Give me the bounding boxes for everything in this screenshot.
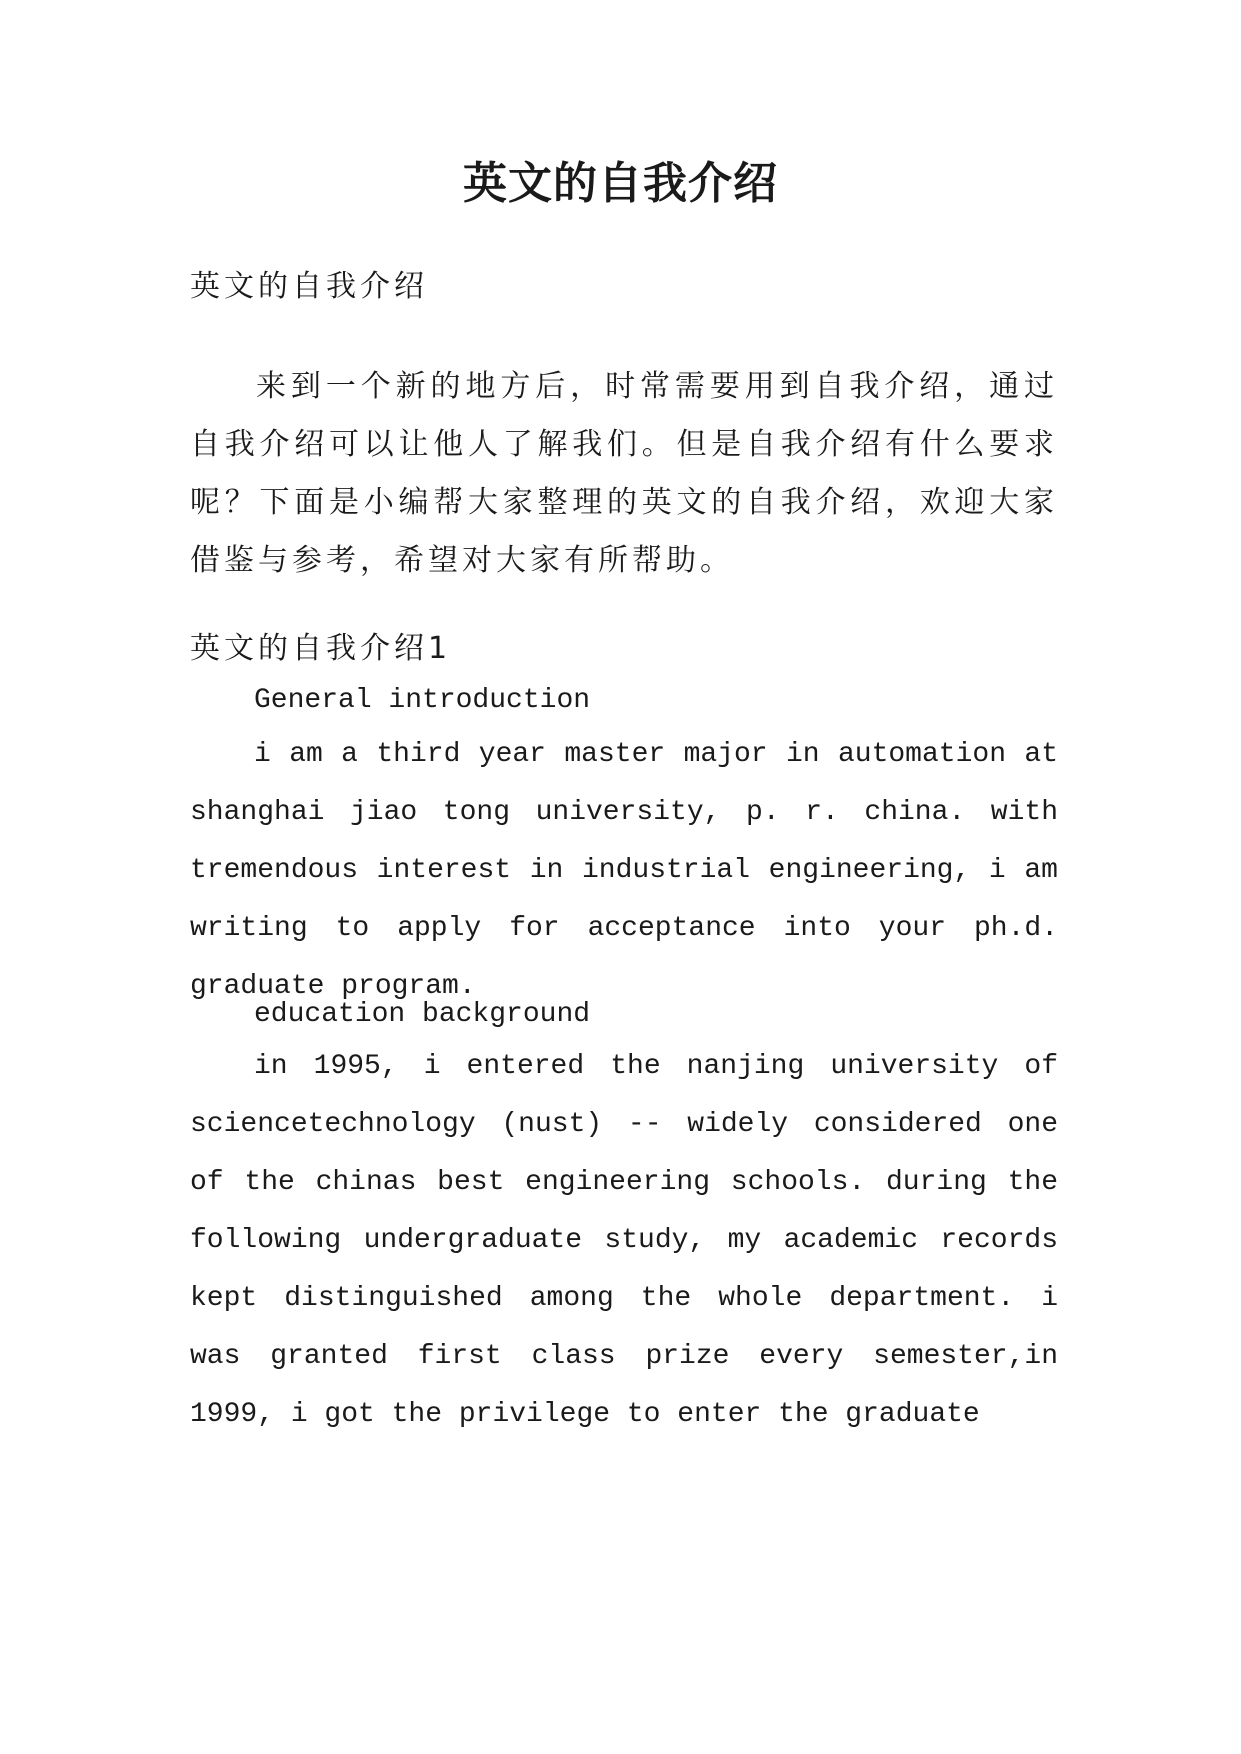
education-background-heading: education background	[254, 999, 591, 1030]
section-heading-1: 英文的自我介绍1	[190, 631, 452, 666]
document-title: 英文的自我介绍	[463, 158, 778, 209]
intro-paragraph: 来到一个新的地方后，时常需要用到自我介绍，通过自我介绍可以让他人了解我们。但是自我介绍有什么要求呢？下面是小编帮大家整理的英文的自我介绍，欢迎大家借鉴与参考，希望对大家有所帮助。	[190, 369, 1058, 578]
general-introduction-paragraph: i am a third year master major in automation at shanghai jiao tong university, p. r. china. with tremendous interest in industrial engineering, i am writing to apply for acceptance into your ph.d. graduate program.	[190, 739, 1058, 1002]
document-subtitle: 英文的自我介绍	[190, 269, 428, 304]
general-introduction-heading: General introduction	[254, 685, 591, 716]
education-background-paragraph: in 1995, i entered the nanjing university of sciencetechnology (nust) -- widely considered one of the chinas best engineering schools. during the following undergraduate study, my academic records kept distinguished among the whole department. i was granted first class prize every semester,in 1999, i got the privilege to enter the graduate	[190, 1051, 1058, 1430]
